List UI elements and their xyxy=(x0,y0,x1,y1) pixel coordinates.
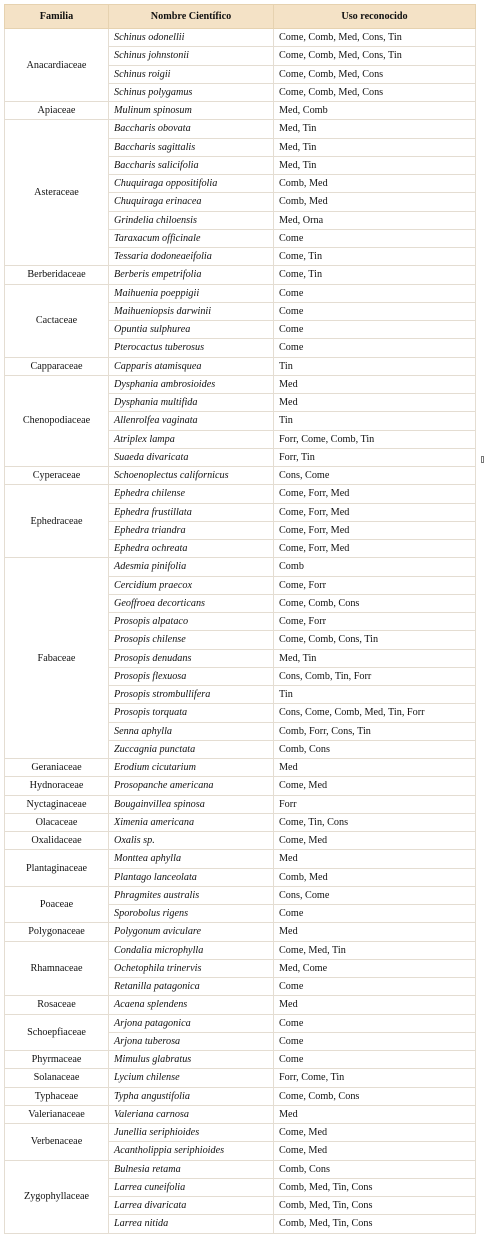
family-cell: Olacaceae xyxy=(5,813,109,831)
family-cell: Asteraceae xyxy=(5,120,109,266)
table-row xyxy=(5,886,476,904)
scientific-name-cell: Baccharis salicifolia xyxy=(109,156,274,174)
recognized-use-cell: Come, Forr xyxy=(274,613,476,631)
table-row xyxy=(5,795,476,813)
recognized-use-cell: Med xyxy=(274,996,476,1014)
scientific-name-cell: Acantholippia seriphioides xyxy=(109,1142,274,1160)
scientific-name-cell: Chuquiraga erinacea xyxy=(109,193,274,211)
family-cell: Anacardiaceae xyxy=(5,29,109,102)
family-cell: Rosaceae xyxy=(5,996,109,1014)
table-row xyxy=(5,832,476,850)
scientific-name-cell: Ximenia americana xyxy=(109,813,274,831)
scientific-name-cell: Ephedra triandra xyxy=(109,521,274,539)
recognized-use-cell: Come, Med xyxy=(274,1142,476,1160)
family-cell: Solanaceae xyxy=(5,1069,109,1087)
family-cell: Geraniaceae xyxy=(5,759,109,777)
table-row xyxy=(5,1051,476,1069)
scientific-name-cell: Schinus odonellii xyxy=(109,29,274,47)
recognized-use-cell: Come, Forr, Med xyxy=(274,485,476,503)
species-table-container xyxy=(4,4,475,1234)
recognized-use-cell: Come xyxy=(274,1014,476,1032)
scientific-name-cell: Schoenoplectus californicus xyxy=(109,467,274,485)
recognized-use-cell: Forr, Come, Tin xyxy=(274,1069,476,1087)
scientific-name-cell: Chuquiraga oppositifolia xyxy=(109,175,274,193)
recognized-use-cell: Come xyxy=(274,905,476,923)
scientific-name-cell: Prosopis denudans xyxy=(109,649,274,667)
recognized-use-cell: Come, Comb, Cons xyxy=(274,594,476,612)
scientific-name-cell: Baccharis sagittalis xyxy=(109,138,274,156)
table-row xyxy=(5,357,476,375)
table-row xyxy=(5,1105,476,1123)
scientific-name-cell: Plantago lanceolata xyxy=(109,868,274,886)
scientific-name-cell: Pterocactus tuberosus xyxy=(109,339,274,357)
recognized-use-cell: Med, Tin xyxy=(274,138,476,156)
header-uso-reconocido: Uso reconocido xyxy=(274,5,476,29)
scientific-name-cell: Tessaria dodoneaeifolia xyxy=(109,248,274,266)
scientific-name-cell: Monttea aphylla xyxy=(109,850,274,868)
scientific-name-cell: Typha angustifolia xyxy=(109,1087,274,1105)
scientific-name-cell: Ephedra frustillata xyxy=(109,503,274,521)
scientific-name-cell: Erodium cicutarium xyxy=(109,759,274,777)
recognized-use-cell: Come xyxy=(274,339,476,357)
recognized-use-cell: Comb xyxy=(274,558,476,576)
scientific-name-cell: Ephedra chilense xyxy=(109,485,274,503)
scientific-name-cell: Condalia microphylla xyxy=(109,941,274,959)
scientific-name-cell: Prosopis torquata xyxy=(109,704,274,722)
scroll-marker-icon xyxy=(481,456,484,463)
scientific-name-cell: Sporobolus rigens xyxy=(109,905,274,923)
scientific-name-cell: Capparis atamisquea xyxy=(109,357,274,375)
recognized-use-cell: Comb, Med xyxy=(274,175,476,193)
scientific-name-cell: Phragmites australis xyxy=(109,886,274,904)
table-row xyxy=(5,29,476,47)
table-body xyxy=(5,29,476,1234)
table-row xyxy=(5,813,476,831)
table-row xyxy=(5,284,476,302)
recognized-use-cell: Cons, Come xyxy=(274,886,476,904)
scientific-name-cell: Senna aphylla xyxy=(109,722,274,740)
family-cell: Fabaceae xyxy=(5,558,109,759)
scientific-name-cell: Atriplex lampa xyxy=(109,430,274,448)
recognized-use-cell: Tin xyxy=(274,686,476,704)
recognized-use-cell: Med xyxy=(274,923,476,941)
recognized-use-cell: Cons, Comb, Tin, Forr xyxy=(274,667,476,685)
family-cell: Verbenaceae xyxy=(5,1124,109,1161)
header-nombre-cientifico: Nombre Científico xyxy=(109,5,274,29)
table-row xyxy=(5,1087,476,1105)
table-row xyxy=(5,923,476,941)
family-cell: Apiaceae xyxy=(5,102,109,120)
scientific-name-cell: Ochetophila trinervis xyxy=(109,959,274,977)
scientific-name-cell: Cercidium praecox xyxy=(109,576,274,594)
recognized-use-cell: Come, Comb, Med, Cons, Tin xyxy=(274,29,476,47)
recognized-use-cell: Cons, Come, Comb, Med, Tin, Forr xyxy=(274,704,476,722)
scientific-name-cell: Bulnesia retama xyxy=(109,1160,274,1178)
scientific-name-cell: Zuccagnia punctata xyxy=(109,740,274,758)
recognized-use-cell: Comb, Med xyxy=(274,193,476,211)
table-row xyxy=(5,850,476,868)
scientific-name-cell: Prosopanche americana xyxy=(109,777,274,795)
family-cell: Nyctaginaceae xyxy=(5,795,109,813)
scientific-name-cell: Dysphania multifida xyxy=(109,394,274,412)
recognized-use-cell: Come, Forr, Med xyxy=(274,503,476,521)
family-cell: Hydnoraceae xyxy=(5,777,109,795)
table-row xyxy=(5,485,476,503)
scientific-name-cell: Maihuenia poeppigii xyxy=(109,284,274,302)
scientific-name-cell: Suaeda divaricata xyxy=(109,448,274,466)
recognized-use-cell: Tin xyxy=(274,357,476,375)
recognized-use-cell: Come, Tin xyxy=(274,248,476,266)
recognized-use-cell: Come xyxy=(274,1032,476,1050)
recognized-use-cell: Come xyxy=(274,1051,476,1069)
scientific-name-cell: Acaena splendens xyxy=(109,996,274,1014)
scientific-name-cell: Taraxacum officinale xyxy=(109,229,274,247)
recognized-use-cell: Come xyxy=(274,229,476,247)
recognized-use-cell: Come, Tin, Cons xyxy=(274,813,476,831)
recognized-use-cell: Come, Comb, Med, Cons xyxy=(274,65,476,83)
scientific-name-cell: Geoffroea decorticans xyxy=(109,594,274,612)
scientific-name-cell: Schinus johnstonii xyxy=(109,47,274,65)
family-cell: Chenopodiaceae xyxy=(5,375,109,466)
recognized-use-cell: Comb, Med, Tin, Cons xyxy=(274,1178,476,1196)
scientific-name-cell: Prosopis flexuosa xyxy=(109,667,274,685)
scientific-name-cell: Larrea cuneifolia xyxy=(109,1178,274,1196)
scientific-name-cell: Retanilla patagonica xyxy=(109,978,274,996)
recognized-use-cell: Come, Med xyxy=(274,1124,476,1142)
table-row xyxy=(5,1014,476,1032)
recognized-use-cell: Comb, Forr, Cons, Tin xyxy=(274,722,476,740)
scientific-name-cell: Adesmia pinifolia xyxy=(109,558,274,576)
table-row xyxy=(5,1069,476,1087)
family-cell: Polygonaceae xyxy=(5,923,109,941)
header-familia: Familia xyxy=(5,5,109,29)
table-row xyxy=(5,467,476,485)
table-row xyxy=(5,759,476,777)
recognized-use-cell: Comb, Med xyxy=(274,868,476,886)
table-row xyxy=(5,375,476,393)
family-cell: Poaceae xyxy=(5,886,109,923)
table-row xyxy=(5,120,476,138)
table-row xyxy=(5,996,476,1014)
recognized-use-cell: Come, Forr, Med xyxy=(274,540,476,558)
recognized-use-cell: Comb, Med, Tin, Cons xyxy=(274,1197,476,1215)
recognized-use-cell: Med, Tin xyxy=(274,156,476,174)
family-cell: Phyrmaceae xyxy=(5,1051,109,1069)
family-cell: Schoepfiaceae xyxy=(5,1014,109,1051)
table-row xyxy=(5,1124,476,1142)
family-cell: Berberidaceae xyxy=(5,266,109,284)
scientific-name-cell: Junellia seriphioides xyxy=(109,1124,274,1142)
scientific-name-cell: Oxalis sp. xyxy=(109,832,274,850)
scientific-name-cell: Larrea nitida xyxy=(109,1215,274,1233)
recognized-use-cell: Comb, Med, Tin, Cons xyxy=(274,1215,476,1233)
recognized-use-cell: Med xyxy=(274,375,476,393)
recognized-use-cell: Come, Comb, Med, Cons, Tin xyxy=(274,47,476,65)
recognized-use-cell: Med, Come xyxy=(274,959,476,977)
scientific-name-cell: Prosopis chilense xyxy=(109,631,274,649)
recognized-use-cell: Comb, Cons xyxy=(274,1160,476,1178)
recognized-use-cell: Forr xyxy=(274,795,476,813)
scientific-name-cell: Arjona tuberosa xyxy=(109,1032,274,1050)
scientific-name-cell: Allenrolfea vaginata xyxy=(109,412,274,430)
recognized-use-cell: Come, Comb, Med, Cons xyxy=(274,83,476,101)
scientific-name-cell: Opuntia sulphurea xyxy=(109,321,274,339)
recognized-use-cell: Come, Comb, Cons, Tin xyxy=(274,631,476,649)
table-row xyxy=(5,941,476,959)
scientific-name-cell: Grindelia chiloensis xyxy=(109,211,274,229)
recognized-use-cell: Med, Orna xyxy=(274,211,476,229)
scientific-name-cell: Mimulus glabratus xyxy=(109,1051,274,1069)
table-row xyxy=(5,1160,476,1178)
recognized-use-cell: Come, Med xyxy=(274,777,476,795)
family-cell: Oxalidaceae xyxy=(5,832,109,850)
table-header xyxy=(5,5,476,29)
recognized-use-cell: Med xyxy=(274,759,476,777)
table-row xyxy=(5,558,476,576)
recognized-use-cell: Come xyxy=(274,978,476,996)
table-row xyxy=(5,777,476,795)
scientific-name-cell: Schinus roigii xyxy=(109,65,274,83)
scientific-name-cell: Lycium chilense xyxy=(109,1069,274,1087)
scientific-name-cell: Bougainvillea spinosa xyxy=(109,795,274,813)
recognized-use-cell: Come xyxy=(274,321,476,339)
recognized-use-cell: Come, Comb, Cons xyxy=(274,1087,476,1105)
scientific-name-cell: Berberis empetrifolia xyxy=(109,266,274,284)
recognized-use-cell: Come, Tin xyxy=(274,266,476,284)
table-row xyxy=(5,102,476,120)
species-uses-table xyxy=(4,4,476,1234)
scientific-name-cell: Dysphania ambrosioides xyxy=(109,375,274,393)
family-cell: Valerianaceae xyxy=(5,1105,109,1123)
scientific-name-cell: Prosopis alpataco xyxy=(109,613,274,631)
family-cell: Cyperaceae xyxy=(5,467,109,485)
scientific-name-cell: Ephedra ochreata xyxy=(109,540,274,558)
scientific-name-cell: Prosopis strombullifera xyxy=(109,686,274,704)
scientific-name-cell: Larrea divaricata xyxy=(109,1197,274,1215)
recognized-use-cell: Come, Forr, Med xyxy=(274,521,476,539)
family-cell: Plantaginaceae xyxy=(5,850,109,887)
recognized-use-cell: Come, Med, Tin xyxy=(274,941,476,959)
recognized-use-cell: Come xyxy=(274,284,476,302)
recognized-use-cell: Med, Tin xyxy=(274,120,476,138)
family-cell: Rhamnaceae xyxy=(5,941,109,996)
recognized-use-cell: Comb, Cons xyxy=(274,740,476,758)
recognized-use-cell: Come xyxy=(274,302,476,320)
scientific-name-cell: Baccharis obovata xyxy=(109,120,274,138)
scientific-name-cell: Maihueniopsis darwinii xyxy=(109,302,274,320)
family-cell: Cactaceae xyxy=(5,284,109,357)
recognized-use-cell: Forr, Come, Comb, Tin xyxy=(274,430,476,448)
scientific-name-cell: Schinus polygamus xyxy=(109,83,274,101)
recognized-use-cell: Tin xyxy=(274,412,476,430)
scientific-name-cell: Mulinum spinosum xyxy=(109,102,274,120)
family-cell: Capparaceae xyxy=(5,357,109,375)
recognized-use-cell: Med xyxy=(274,1105,476,1123)
table-row xyxy=(5,266,476,284)
recognized-use-cell: Med xyxy=(274,394,476,412)
recognized-use-cell: Come, Forr xyxy=(274,576,476,594)
family-cell: Typhaceae xyxy=(5,1087,109,1105)
scientific-name-cell: Arjona patagonica xyxy=(109,1014,274,1032)
recognized-use-cell: Med, Tin xyxy=(274,649,476,667)
recognized-use-cell: Forr, Tin xyxy=(274,448,476,466)
recognized-use-cell: Med xyxy=(274,850,476,868)
scientific-name-cell: Polygonum aviculare xyxy=(109,923,274,941)
family-cell: Zygophyllaceae xyxy=(5,1160,109,1233)
recognized-use-cell: Come, Med xyxy=(274,832,476,850)
header-row xyxy=(5,5,476,29)
recognized-use-cell: Cons, Come xyxy=(274,467,476,485)
family-cell: Ephedraceae xyxy=(5,485,109,558)
recognized-use-cell: Med, Comb xyxy=(274,102,476,120)
scientific-name-cell: Valeriana carnosa xyxy=(109,1105,274,1123)
